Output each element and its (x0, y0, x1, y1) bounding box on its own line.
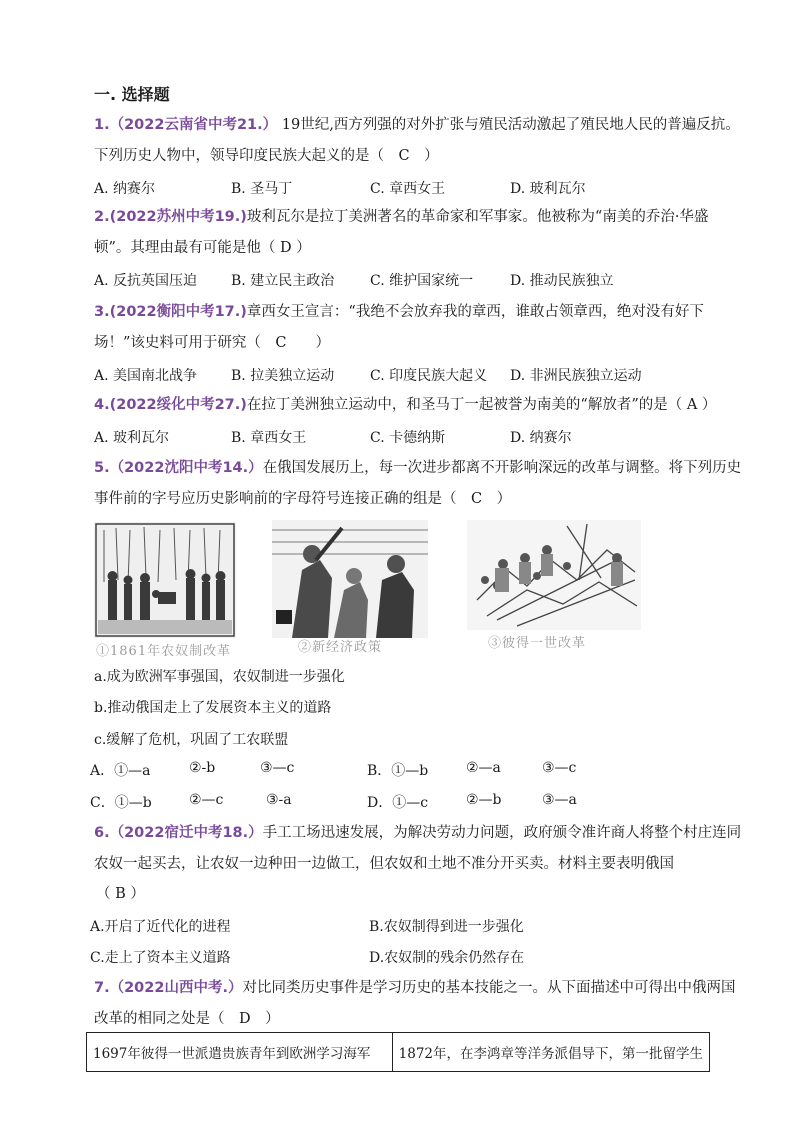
question-7-line-1 (94, 978, 735, 998)
question-3-option-b: B. 拉美独立运动 (231, 368, 335, 384)
question-2-line-2: 顿”。其理由最有可能是他（ D ） (94, 240, 311, 256)
question-4-source: 4.(2022绥化中考27.) (94, 397, 247, 413)
question-1-line-2: 下列历史人物中，领导印度民族大起义的是（ C ） (94, 148, 439, 164)
question-1-option-d: D. 玻利瓦尔 (510, 181, 586, 197)
question-3-line-1 (94, 302, 704, 322)
question-3-option-d: D. 非洲民族独立运动 (510, 368, 642, 384)
question-7-source: 7.（2022山西中考.） (94, 980, 243, 996)
question-6-line-3: （ B ） (96, 886, 145, 902)
question-2-text: 玻利瓦尔是拉丁美洲著名的革命家和军事家。他被称为“南美的乔治·华盛 (246, 209, 709, 225)
match-option-d-2: ②—b (466, 792, 502, 808)
serf-reform-engraving (94, 522, 236, 638)
match-option-b-2: ②—a (466, 760, 501, 776)
caption-peter-reform: ③彼得一世改革 (488, 636, 587, 651)
question-5-text: 在俄国发展历上，每一次进步都离不开影响深远的改革与调整。将下列历史 (262, 460, 742, 476)
match-option-c-1: C．①—b (90, 795, 152, 811)
question-4-option-b: B. 章西女王 (231, 430, 307, 446)
table-cell-russia: 1697年彼得一世派遣贵族青年到欧洲学习海军 (87, 1033, 393, 1072)
match-option-a-3: ③—c (260, 760, 295, 776)
question-3-option-c: C. 印度民族大起义 (370, 368, 488, 384)
question-7-line-2: 改革的相同之处是（ D ） (94, 1011, 280, 1027)
match-option-d-1: D．①—c (367, 795, 429, 811)
match-option-a-1: A．①—a (90, 763, 151, 779)
question-6-line-2: 农奴一起买去，让农奴一边种田一边做工，但农奴和土地不准分开买卖。材料主要表明俄国 (94, 856, 674, 872)
question-6-option-a: A.开启了近代化的进程 (90, 919, 231, 935)
match-option-d-3: ③—a (542, 792, 577, 808)
question-4-option-a: A. 玻利瓦尔 (94, 430, 170, 446)
match-option-c-3: ③-a (266, 792, 292, 808)
question-6-option-d: D.农奴制的残余仍然存在 (369, 950, 525, 966)
question-1-text: 19世纪,西方列强的对外扩张与殖民活动激起了殖民地人民的普遍反抗。 (277, 117, 740, 133)
question-2-line-1 (94, 207, 708, 227)
question-5-line-2: 事件前的字号应历史影响前的字母符号连接正确的组是（ C ） (94, 491, 512, 507)
question-1-source: 1.（2022云南省中考21.） (94, 117, 278, 133)
question-2-option-a: A. 反抗英国压迫 (94, 273, 198, 289)
question-3-line-2: 场！”该史料可用于研究（ C ） (94, 335, 331, 351)
question-1-option-c: C. 章西女王 (370, 181, 446, 197)
question-6-source: 6.（2022宿迁中考18.） (94, 825, 263, 841)
question-1-option-b: B. 圣马丁 (231, 181, 293, 197)
question-4-option-c: C. 卡德纳斯 (370, 430, 446, 446)
new-economic-policy-poster (272, 520, 428, 638)
question-3-source: 3.(2022衡阳中考17.) (94, 304, 247, 320)
question-2-option-c: C. 维护国家统一 (370, 273, 474, 289)
serf-reform-illustration (94, 522, 236, 638)
question-3-text: 章西女王宣言：“我绝不会放弃我的章西，谁敢占领章西，绝对没有好下 (246, 304, 704, 320)
table-cell-china: 1872年，在李鸿章等洋务派倡导下，第一批留学生 (392, 1033, 709, 1072)
section-title: 一. 选择题 (94, 85, 170, 104)
peter-reform-sketch (467, 520, 641, 630)
caption-new-economic-policy: ②新经济政策 (298, 640, 383, 655)
question-1-line-1 (94, 115, 740, 135)
question-4-option-d: D. 纳赛尔 (510, 430, 572, 446)
question-6-option-b: B.农奴制得到进一步强化 (369, 919, 524, 935)
question-2-option-d: D. 推动民族独立 (510, 273, 614, 289)
statement-b: b.推动俄国走上了发展资本主义的道路 (94, 700, 332, 716)
caption-serf-reform: ①1861年农奴制改革 (96, 644, 232, 659)
question-5-line-1 (94, 458, 741, 478)
question-6-text: 手工工场迅速发展，为解决劳动力问题，政府颁令准许商人将整个村庄连同 (262, 825, 742, 841)
question-4-line-1 (94, 395, 716, 415)
question-3-option-a: A. 美国南北战争 (94, 368, 198, 384)
question-5-source: 5.（2022沈阳中考14.） (94, 460, 263, 476)
peter-reform-illustration (467, 520, 641, 630)
question-4-text: 在拉丁美洲独立运动中，和圣马丁一起被誉为南美的“解放者”的是（ A ） (246, 397, 717, 413)
question-2-source: 2.(2022苏州中考19.) (94, 209, 247, 225)
match-option-c-2: ②—c (189, 792, 224, 808)
question-2-option-b: B. 建立民主政治 (231, 273, 335, 289)
statement-c: c.缓解了危机，巩固了工农联盟 (94, 732, 289, 748)
question-1-option-a: A. 纳赛尔 (94, 181, 156, 197)
comparison-table (86, 1032, 710, 1072)
match-option-b-1: B．①—b (367, 763, 429, 779)
new-economic-policy-illustration (272, 520, 428, 638)
match-option-a-2: ②-b (189, 760, 216, 776)
question-6-option-c: C.走上了资本主义道路 (90, 950, 231, 966)
question-7-text: 对比同类历史事件是学习历史的基本技能之一。从下面描述中可得出中俄两国 (242, 980, 736, 996)
question-6-line-1 (94, 823, 741, 843)
statement-a: a.成为欧洲军事强国，农奴制进一步强化 (94, 669, 345, 685)
match-option-b-3: ③—c (542, 760, 577, 776)
table-row (87, 1033, 710, 1072)
